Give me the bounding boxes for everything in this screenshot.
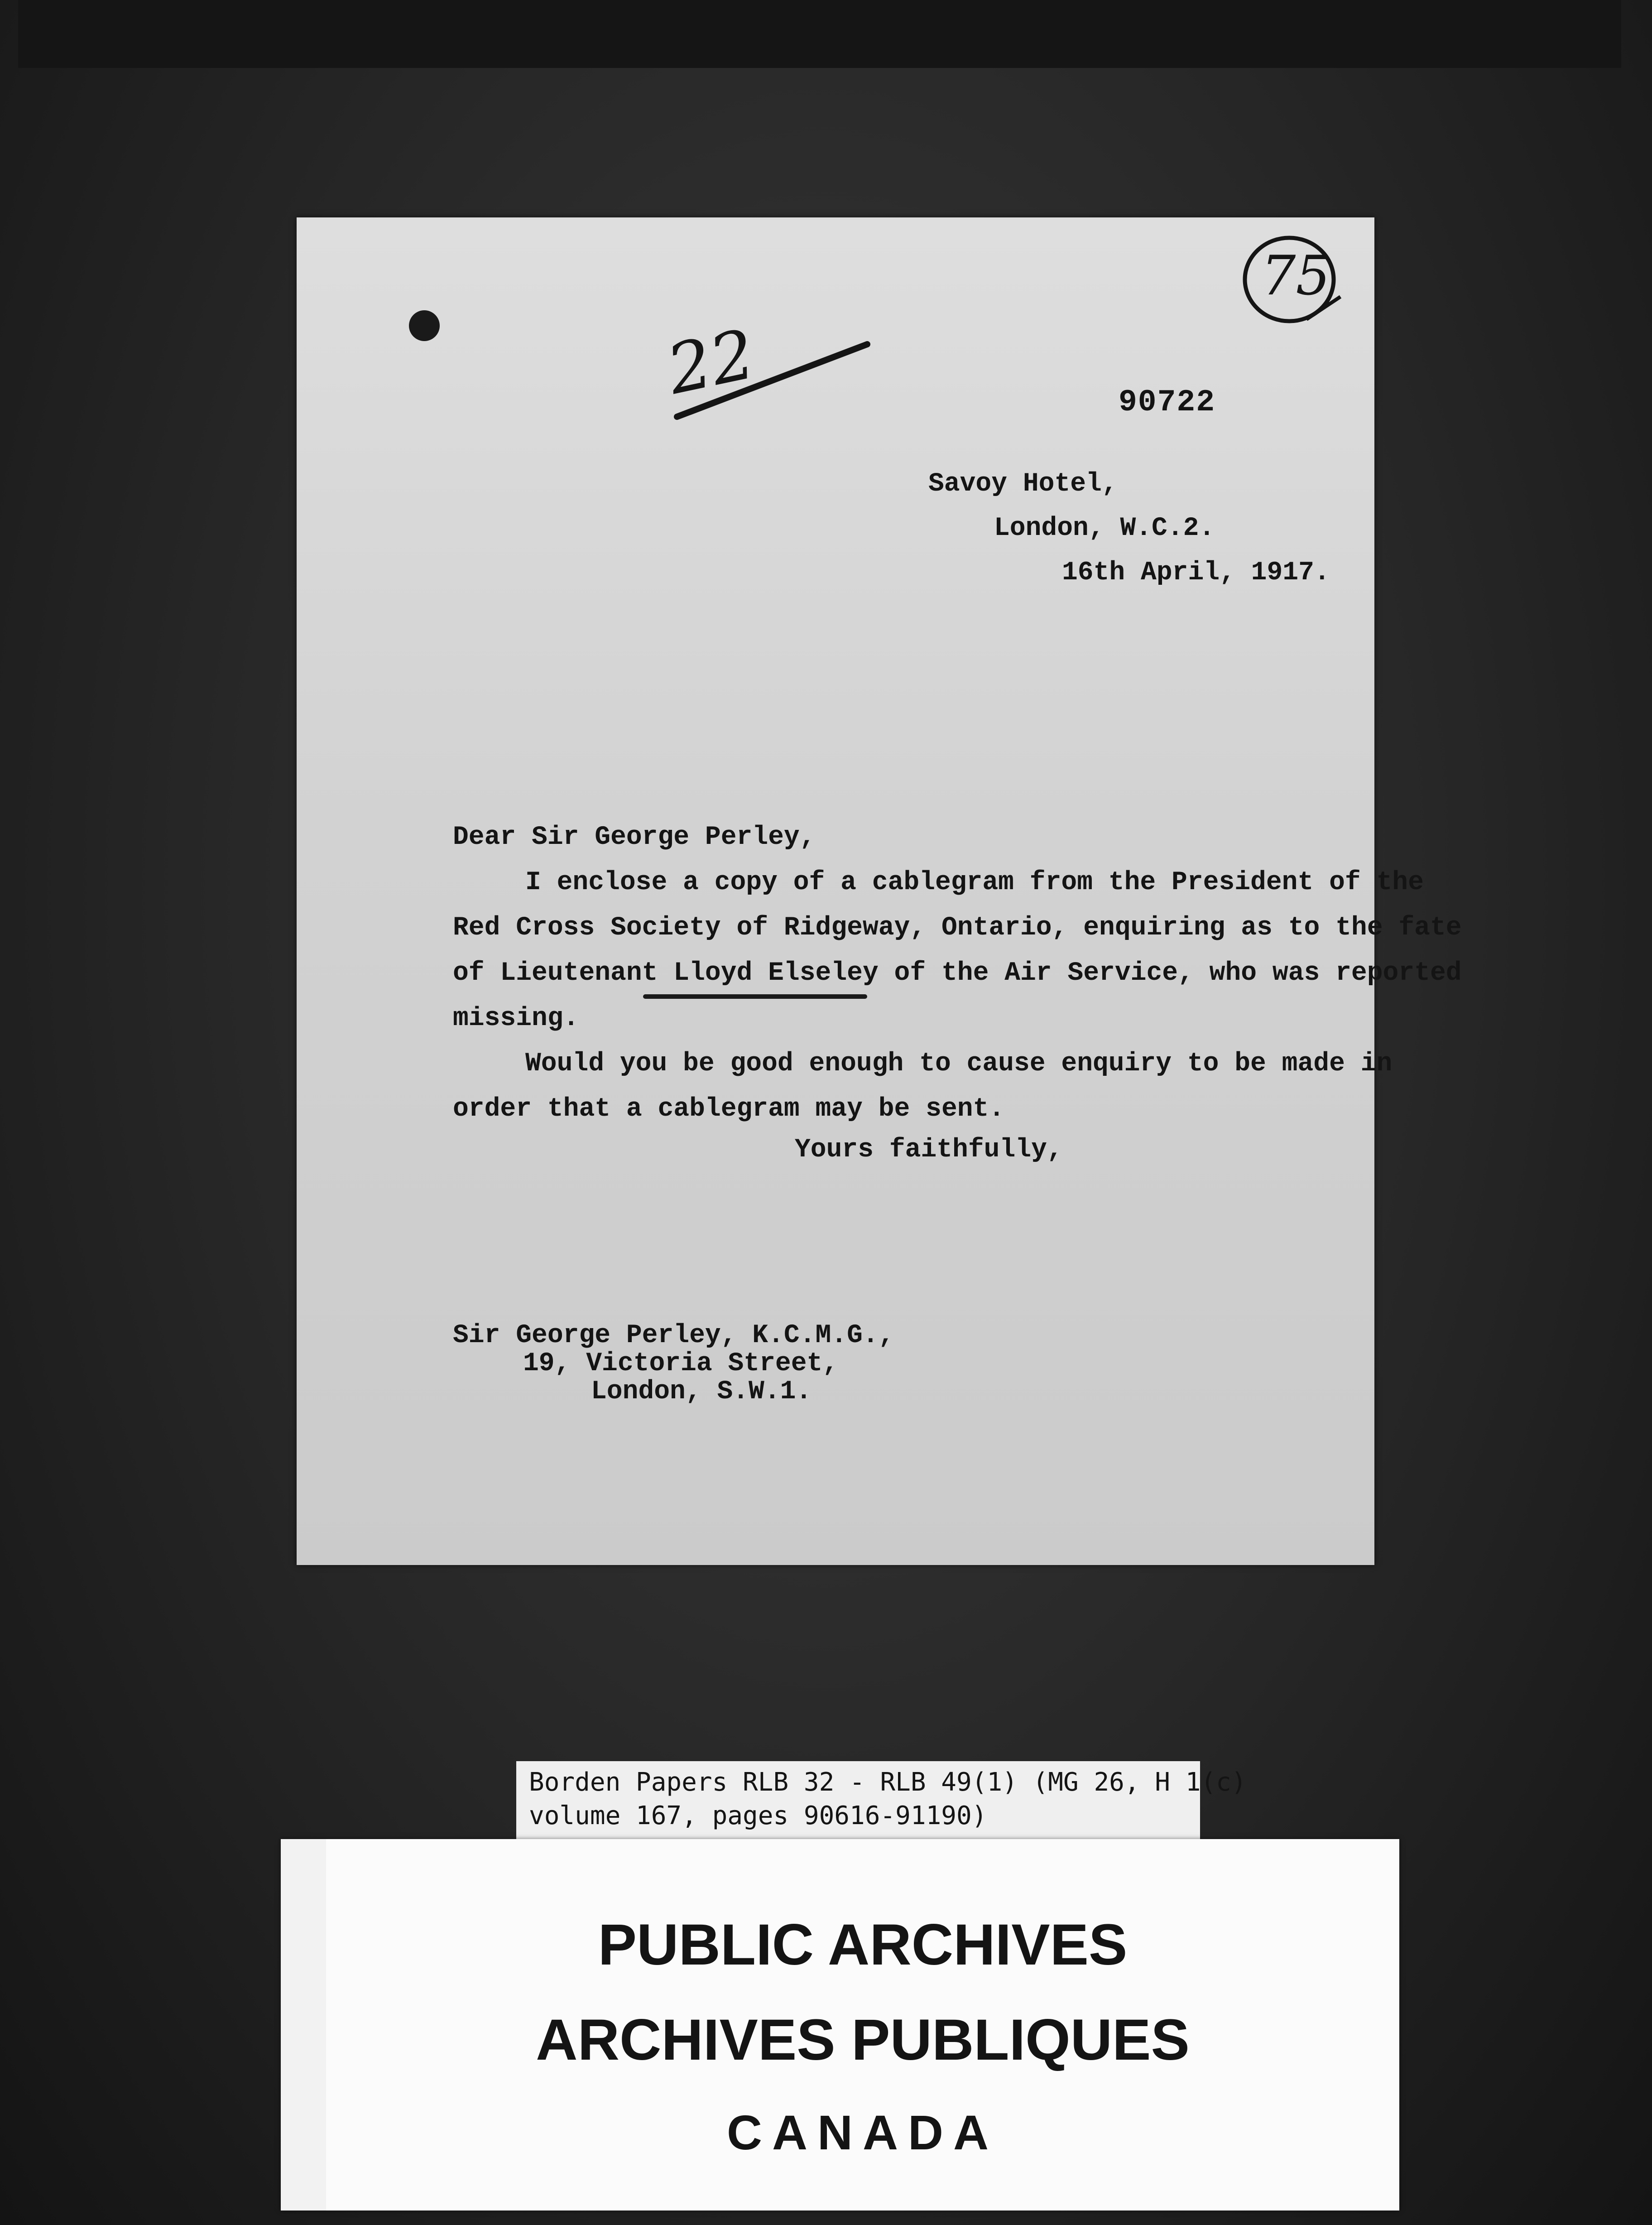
closing: Yours faithfully,	[795, 1135, 1063, 1165]
handwritten-annotation	[659, 308, 885, 426]
annotation-text: 22	[660, 315, 762, 410]
recipient-line: 19, Victoria Street,	[523, 1349, 839, 1378]
body-line: I enclose a copy of a cablegram from the President of the	[525, 868, 1424, 897]
archive-reference-tab	[516, 1761, 1247, 1840]
address-line: Savoy Hotel,	[928, 469, 1118, 499]
handwritten-underline	[643, 994, 867, 999]
stamp-card	[326, 1839, 1399, 2211]
archive-reference-line: volume 167, pages 90616-91190)	[529, 1801, 987, 1830]
stamp-title-french: ARCHIVES PUBLIQUES	[536, 2008, 1190, 2072]
archive-reference-line: Borden Papers RLB 32 - RLB 49(1) (MG 26, H 1(c)	[529, 1767, 1247, 1797]
film-edge	[18, 0, 1621, 68]
recipient-line: Sir George Perley, K.C.M.G.,	[453, 1321, 894, 1350]
stamp-title-english: PUBLIC ARCHIVES	[598, 1912, 1128, 1977]
body-line: Would you be good enough to cause enquiry to be made in	[525, 1049, 1393, 1079]
stamp-country: CANADA	[727, 2105, 999, 2160]
body-line: of Lieutenant Lloyd Elseley of the Air Service, who was reported	[453, 958, 1462, 988]
folio-number: 75	[1261, 245, 1330, 308]
address-line: London, W.C.2.	[994, 514, 1215, 543]
body-line: missing.	[453, 1004, 579, 1033]
body-line: order that a cablegram may be sent.	[453, 1094, 1005, 1124]
document-number: 90722	[1119, 385, 1216, 420]
letter-page	[297, 217, 1462, 1565]
letter-date: 16th April, 1917.	[1062, 558, 1330, 588]
archives-stamp	[281, 1839, 1399, 2211]
salutation: Dear Sir George Perley,	[453, 823, 816, 852]
recipient-line: London, S.W.1.	[591, 1377, 812, 1406]
punch-hole	[409, 310, 440, 341]
body-line: Red Cross Society of Ridgeway, Ontario, enquiring as to the fate	[453, 913, 1462, 943]
